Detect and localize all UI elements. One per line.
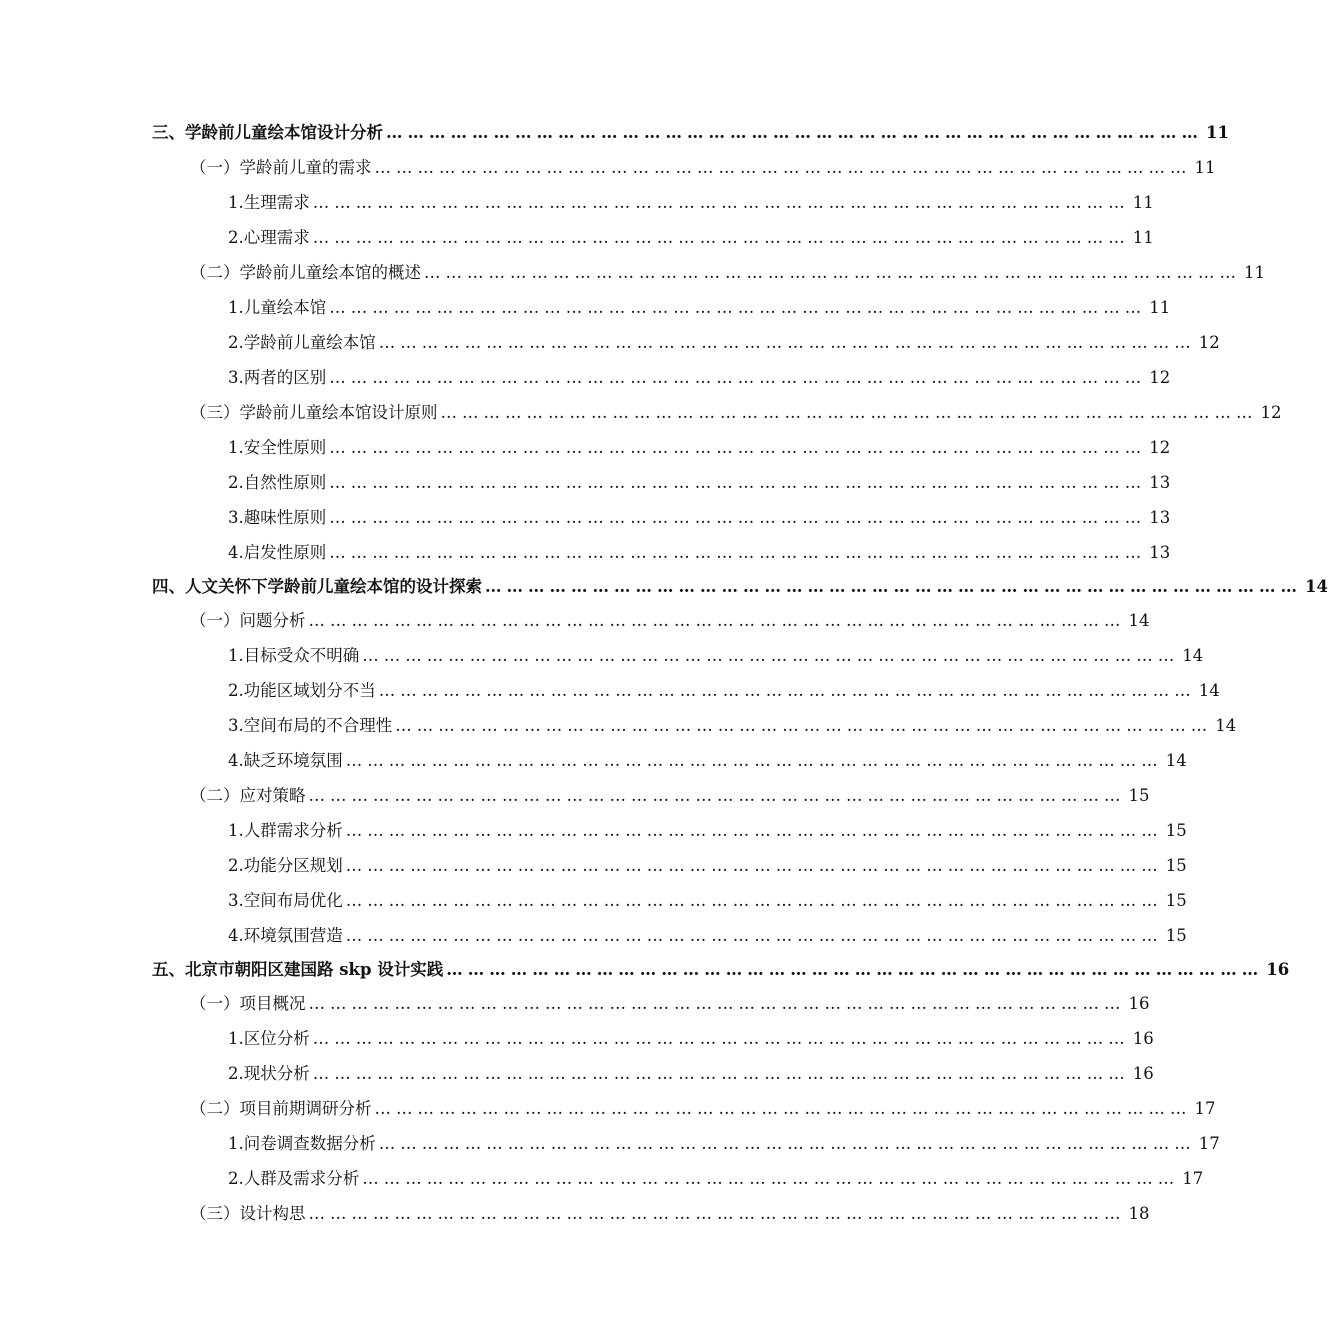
toc-entry-label: 四、人文关怀下学龄前儿童绘本馆的设计探索: [152, 577, 482, 596]
toc-page-number: 17: [1194, 1099, 1216, 1118]
toc-page-number: 14: [1305, 577, 1328, 596]
toc-entry: [190, 155, 1216, 181]
toc-dot-leader: ……………………………………………………………………………………………………: [345, 926, 1163, 945]
toc-dot-leader: ……………………………………………………………………………………………………: [312, 193, 1130, 212]
toc-entry-label: （二）学龄前儿童绘本馆的概述: [190, 263, 421, 282]
toc-dot-leader: ……………………………………………………………………………………………………: [308, 786, 1126, 805]
toc-page-number: 18: [1128, 1204, 1150, 1223]
toc-page-number: 16: [1132, 1064, 1154, 1083]
toc-entry: [228, 365, 1171, 391]
toc-dot-leader: ……………………………………………………………………………………………………: [329, 368, 1147, 387]
toc-page-number: 12: [1198, 333, 1220, 352]
toc-dot-leader: ……………………………………………………………………………………………………: [362, 1169, 1180, 1188]
toc-dot-leader: ……………………………………………………………………………………………………: [345, 751, 1163, 770]
toc-entry: [228, 678, 1220, 704]
toc-dot-leader: ……………………………………………………………………………………………………: [485, 577, 1302, 596]
toc-entry: [228, 713, 1237, 739]
toc-page-number: 14: [1128, 611, 1150, 630]
toc-dot-leader: ……………………………………………………………………………………………………: [329, 508, 1147, 527]
toc-entry: [190, 991, 1150, 1017]
toc-page-number: 13: [1149, 508, 1171, 527]
toc-dot-leader: ……………………………………………………………………………………………………: [378, 333, 1196, 352]
toc-dot-leader: ……………………………………………………………………………………………………: [312, 1064, 1130, 1083]
toc-dot-leader: ……………………………………………………………………………………………………: [308, 611, 1126, 630]
toc-page-number: 17: [1198, 1134, 1220, 1153]
toc-entry: [190, 260, 1265, 286]
toc-entry: [228, 1131, 1220, 1157]
toc-entry: [228, 470, 1171, 496]
toc-entry: [228, 540, 1171, 566]
toc-entry: [228, 1166, 1204, 1192]
toc-entry-label: 五、北京市朝阳区建国路 skp 设计实践: [152, 960, 444, 979]
toc-entry: [152, 120, 1229, 146]
toc-entry: [228, 748, 1187, 774]
toc-dot-leader: ……………………………………………………………………………………………………: [329, 473, 1147, 492]
toc-dot-leader: ……………………………………………………………………………………………………: [378, 1134, 1196, 1153]
toc-page-number: 13: [1149, 473, 1171, 492]
toc-entry: [228, 225, 1154, 251]
toc-dot-leader: ……………………………………………………………………………………………………: [345, 821, 1163, 840]
toc-entry: [228, 1026, 1154, 1052]
toc-entry: [228, 1061, 1154, 1087]
toc-entry: [190, 783, 1150, 809]
toc-page-number: 12: [1149, 368, 1171, 387]
toc-page-number: 16: [1132, 1029, 1154, 1048]
toc-entry: [228, 818, 1187, 844]
toc-entry-label: 1.人群需求分析: [228, 821, 343, 840]
toc-entry-label: 4.环境氛围营造: [228, 926, 343, 945]
toc-page-number: 15: [1165, 891, 1187, 910]
toc-page-number: 11: [1244, 263, 1265, 282]
toc-entry-label: 2.心理需求: [228, 228, 310, 247]
toc-entry: [152, 574, 1328, 600]
toc-entry-label: 4.启发性原则: [228, 543, 327, 562]
toc-entry-label: （三）学龄前儿童绘本馆设计原则: [190, 403, 438, 422]
toc-page-number: 11: [1132, 193, 1154, 212]
toc-entry-label: 1.安全性原则: [228, 438, 327, 457]
toc-dot-leader: ……………………………………………………………………………………………………: [424, 263, 1241, 282]
toc-page-number: 11: [1206, 123, 1229, 142]
toc-page-number: 11: [1132, 228, 1154, 247]
toc-entry-label: 1.儿童绘本馆: [228, 298, 327, 317]
toc-entry: [190, 400, 1282, 426]
toc-entry-label: 1.问卷调查数据分析: [228, 1134, 376, 1153]
toc-dot-leader: ……………………………………………………………………………………………………: [308, 994, 1126, 1013]
toc-entry: [228, 853, 1187, 879]
toc-dot-leader: ……………………………………………………………………………………………………: [329, 543, 1147, 562]
toc-dot-leader: ……………………………………………………………………………………………………: [446, 960, 1264, 979]
toc-entry-label: 2.功能分区规划: [228, 856, 343, 875]
toc-entry-label: 2.学龄前儿童绘本馆: [228, 333, 376, 352]
toc-page-number: 14: [1182, 646, 1204, 665]
toc-page-number: 12: [1260, 403, 1282, 422]
toc-page-number: 17: [1182, 1169, 1204, 1188]
toc-page-number: 16: [1128, 994, 1150, 1013]
toc-page-number: 14: [1165, 751, 1187, 770]
toc-entry-label: 2.自然性原则: [228, 473, 327, 492]
toc-entry-label: 2.人群及需求分析: [228, 1169, 360, 1188]
toc-page-number: 13: [1149, 543, 1171, 562]
toc-entry-label: 2.现状分析: [228, 1064, 310, 1083]
toc-entry: [228, 435, 1171, 461]
toc-entry-label: （三）设计构思: [190, 1204, 306, 1223]
toc-page-number: 15: [1165, 926, 1187, 945]
toc-entry: [152, 957, 1290, 983]
toc-entry: [190, 1096, 1216, 1122]
toc-page-number: 11: [1149, 298, 1171, 317]
toc-entry: [190, 1201, 1150, 1227]
toc-entry: [228, 923, 1187, 949]
toc-entry-label: 1.目标受众不明确: [228, 646, 360, 665]
toc-entry: [228, 295, 1171, 321]
toc-dot-leader: ……………………………………………………………………………………………………: [329, 298, 1147, 317]
toc-dot-leader: ……………………………………………………………………………………………………: [386, 123, 1203, 142]
toc-dot-leader: ……………………………………………………………………………………………………: [329, 438, 1147, 457]
toc-entry-label: 3.空间布局的不合理性: [228, 716, 393, 735]
toc-entry: [228, 190, 1154, 216]
toc-page-number: 16: [1266, 960, 1290, 979]
toc-dot-leader: ……………………………………………………………………………………………………: [312, 1029, 1130, 1048]
toc-page-number: 12: [1149, 438, 1171, 457]
toc-entry-label: （一）项目概况: [190, 994, 306, 1013]
toc-entry-label: （一）问题分析: [190, 611, 306, 630]
toc-entry-label: 1.生理需求: [228, 193, 310, 212]
toc-entry-label: （二）项目前期调研分析: [190, 1099, 372, 1118]
toc-dot-leader: ……………………………………………………………………………………………………: [312, 228, 1130, 247]
toc-dot-leader: ……………………………………………………………………………………………………: [395, 716, 1213, 735]
toc-page-number: 15: [1128, 786, 1150, 805]
toc-page-number: 11: [1194, 158, 1216, 177]
toc-dot-leader: ……………………………………………………………………………………………………: [362, 646, 1180, 665]
toc-entry: [228, 643, 1204, 669]
toc-entry-label: （二）应对策略: [190, 786, 306, 805]
toc-entry: [190, 608, 1150, 634]
toc-entry: [228, 330, 1220, 356]
toc-page-number: 14: [1215, 716, 1237, 735]
toc-dot-leader: ……………………………………………………………………………………………………: [374, 158, 1192, 177]
toc-entry: [228, 505, 1171, 531]
toc-dot-leader: ……………………………………………………………………………………………………: [345, 856, 1163, 875]
toc-dot-leader: ……………………………………………………………………………………………………: [308, 1204, 1126, 1223]
toc-page-number: 15: [1165, 821, 1187, 840]
toc-page-number: 14: [1198, 681, 1220, 700]
toc-entry-label: （一）学龄前儿童的需求: [190, 158, 372, 177]
toc-entry-label: 3.趣味性原则: [228, 508, 327, 527]
toc-entry-label: 1.区位分析: [228, 1029, 310, 1048]
toc-entry: [228, 888, 1187, 914]
toc-dot-leader: ……………………………………………………………………………………………………: [378, 681, 1196, 700]
toc-dot-leader: ……………………………………………………………………………………………………: [440, 403, 1258, 422]
toc-dot-leader: ……………………………………………………………………………………………………: [345, 891, 1163, 910]
toc-entry-label: 3.空间布局优化: [228, 891, 343, 910]
toc-entry-label: 2.功能区域划分不当: [228, 681, 376, 700]
toc-page-number: 15: [1165, 856, 1187, 875]
toc-entry-label: 三、学龄前儿童绘本馆设计分析: [152, 123, 383, 142]
toc-entry-label: 4.缺乏环境氛围: [228, 751, 343, 770]
toc-entry-label: 3.两者的区别: [228, 368, 327, 387]
toc-dot-leader: ……………………………………………………………………………………………………: [374, 1099, 1192, 1118]
